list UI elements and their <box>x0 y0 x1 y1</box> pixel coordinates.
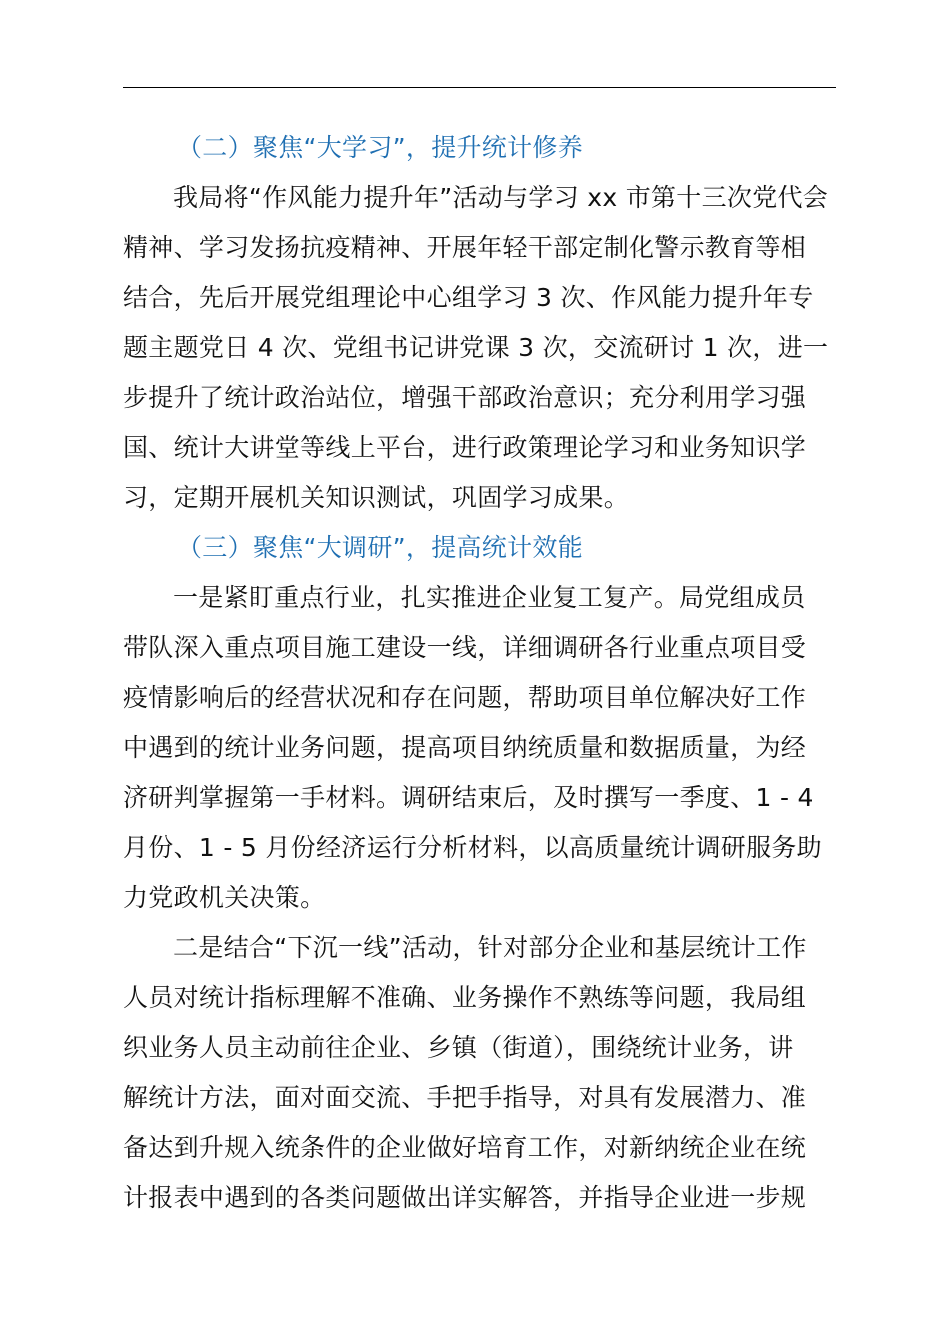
document-body <box>123 123 841 1223</box>
paragraph-line: 中遇到的统计业务问题，提高项目纳统质量和数据质量，为经 <box>123 733 807 762</box>
paragraph-line: 我局将“作风能力提升年”活动与学习 xx 市第十三次党代会 <box>173 183 829 212</box>
paragraph-line: 济研判掌握第一手材料。调研结束后，及时撰写一季度、1 - 4 <box>123 783 814 812</box>
paragraph-line: 月份、1 - 5 月份经济运行分析材料，以高质量统计调研服务助 <box>123 833 822 862</box>
paragraph-line: 带队深入重点项目施工建设一线，详细调研各行业重点项目受 <box>123 633 807 662</box>
paragraph-line: 题主题党日 4 次、党组书记讲党课 3 次，交流研讨 1 次，进一 <box>123 333 829 362</box>
paragraph-line: 备达到升规入统条件的企业做好培育工作，对新纳统企业在统 <box>123 1133 807 1162</box>
paragraph-key-industries <box>123 573 841 923</box>
paragraph-line: 一是紧盯重点行业，扎实推进企业复工复产。局党组成员 <box>173 583 806 612</box>
section-heading-2: （二）聚焦“大学习”，提升统计修养 <box>177 133 584 162</box>
paragraph-study <box>123 173 841 523</box>
paragraph-line: 习，定期开展机关知识测试，巩固学习成果。 <box>123 483 630 512</box>
paragraph-line: 计报表中遇到的各类问题做出详实解答，并指导企业进一步规 <box>123 1183 807 1212</box>
paragraph-line: 力党政机关决策。 <box>123 883 326 912</box>
paragraph-line: 步提升了统计政治站位，增强干部政治意识；充分利用学习强 <box>123 383 807 412</box>
header-rule <box>123 87 836 88</box>
paragraph-line: 精神、学习发扬抗疫精神、开展年轻干部定制化警示教育等相 <box>123 233 807 262</box>
section-heading-3: （三）聚焦“大调研”，提高统计效能 <box>177 533 584 562</box>
paragraph-line: 结合，先后开展党组理论中心组学习 3 次、作风能力提升年专 <box>123 283 814 312</box>
paragraph-line: 织业务人员主动前往企业、乡镇（街道），围绕统计业务，讲 <box>123 1033 794 1062</box>
paragraph-line: 国、统计大讲堂等线上平台，进行政策理论学习和业务知识学 <box>123 433 807 462</box>
paragraph-line: 人员对统计指标理解不准确、业务操作不熟练等问题，我局组 <box>123 983 807 1012</box>
paragraph-line: 解统计方法，面对面交流、手把手指导，对具有发展潜力、准 <box>123 1083 807 1112</box>
paragraph-line: 疫情影响后的经营状况和存在问题，帮助项目单位解决好工作 <box>123 683 807 712</box>
paragraph-grassroots <box>123 923 841 1223</box>
paragraph-line: 二是结合“下沉一线”活动，针对部分企业和基层统计工作 <box>173 933 807 962</box>
